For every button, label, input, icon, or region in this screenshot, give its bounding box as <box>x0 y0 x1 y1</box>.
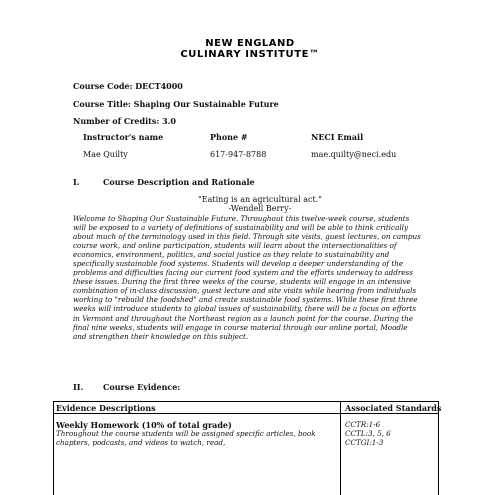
standard-cctl: CCTL:3, 5, 6 <box>345 429 391 438</box>
section-1-title: Course Description and Rationale <box>103 177 255 187</box>
epigraph-quote: "Eating is an agricultural act." <box>198 195 322 204</box>
epigraph-author: -Wendell Berry- <box>228 204 292 213</box>
header-associated-standards: Associated Standards <box>345 403 442 413</box>
section-2-number: II. <box>73 382 84 392</box>
section-2-heading <box>73 382 180 392</box>
header-evidence-descriptions: Evidence Descriptions <box>56 403 156 413</box>
weekly-homework-description: Throughout the course students will be assigned specific articles, book chapters, podcasts, and videos to watch, read, <box>56 429 316 447</box>
instructor-name: Mae Quilty <box>83 150 128 159</box>
neci-logo <box>160 38 340 60</box>
logo-line-1: NEW ENGLAND <box>205 38 295 49</box>
course-title: Course Title: Shaping Our Sustainable Future <box>73 99 279 109</box>
section-1-heading <box>73 177 255 187</box>
standard-cctr: CCTR:1-6 <box>345 420 381 429</box>
header-email: NECI Email <box>311 132 364 142</box>
evidence-table-divider <box>340 402 341 495</box>
course-credits: Number of Credits: 3.0 <box>73 116 176 126</box>
course-description-paragraph: Welcome to Shaping Our Sustainable Future. Throughout this twelve-week course, students will be exposed to a variety of definitions of sustainability and will be able to think critically about much of the terminology used in this field. Through site visits, guest lectures, on campus course work, and online participation, students will learn about the intersectionalities of economics, environment, politics, and social justice as they relate to sustainability and specifically sustainable food systems. Students will develop a deeper understanding of the problems and difficulties facing our current food system and the efforts underway to address these issues. During the first three weeks of the course, students will engage in an intensive combination of in-class discussion, guest lecture and site visits while hearing from individuals working to "rebuild the foodshed" and create sustainable food systems. While these first three weeks will introduce students to global issues of sustainability, there will be a focus on efforts in Vermont and throughout the Northeast region as a launch point for the course. During the final nine weeks, students will engage in course material through our online portal, Moodle and strengthen their knowledge on this subject. <box>73 214 421 341</box>
header-instructor-name: Instructor's name <box>83 132 164 142</box>
evidence-table <box>53 401 442 495</box>
weekly-homework-title: Weekly Homework (10% of total grade) <box>56 420 232 430</box>
course-code: Course Code: DECT4000 <box>73 81 183 91</box>
section-2-title: Course Evidence: <box>103 382 181 392</box>
section-1-number: I. <box>73 177 80 187</box>
instructor-email[interactable]: mae.quilty@neci.edu <box>311 150 397 159</box>
instructor-phone: 617-947-8788 <box>210 150 267 159</box>
standard-cctgi: CCTGI:1-3 <box>345 438 384 447</box>
logo-line-2: CULINARY INSTITUTE™ <box>180 49 320 60</box>
header-phone: Phone # <box>210 132 248 142</box>
